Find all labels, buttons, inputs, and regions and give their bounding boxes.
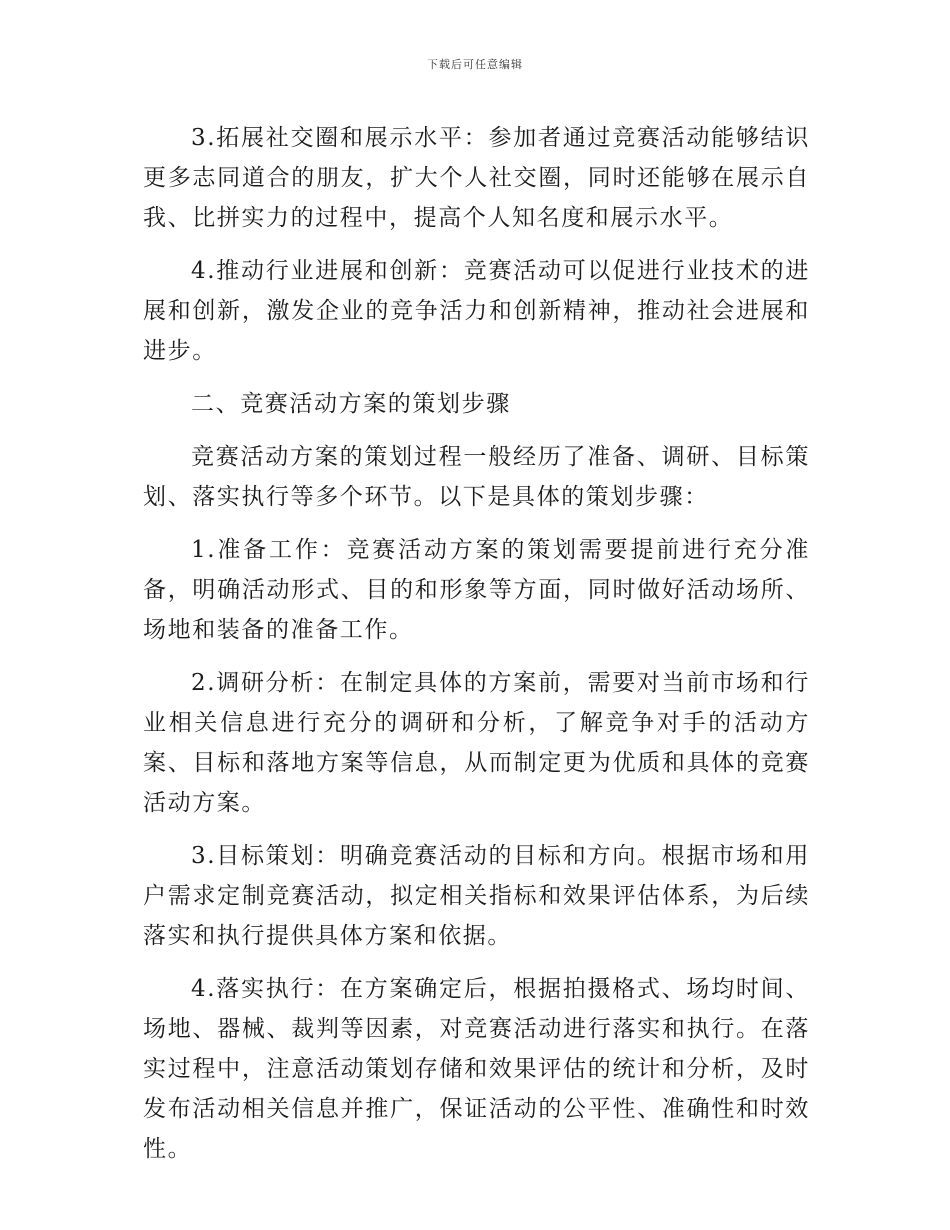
paragraph-step-goal-planning: 3.目标策划：明确竞赛活动的目标和方向。根据市场和用户需求定制竞赛活动，拟定相关指标和效果评估体系，为后续落实和执行提供具体方案和依据。 [143, 843, 810, 949]
paragraph-promote-industry: 4.推动行业进展和创新：竞赛活动可以促进行业技术的进展和创新，激发企业的竞争活力和创新精神，推动社会进展和进步。 [143, 258, 810, 364]
paragraph-planning-intro: 竞赛活动方案的策划过程一般经历了准备、调研、目标策划、落实执行等多个环节。以下是具体的策划步骤： [143, 444, 810, 510]
document-body [143, 118, 810, 1182]
paragraph-step-execution: 4.落实执行：在方案确定后，根据拍摄格式、场均时间、场地、器械、裁判等因素，对竞赛活动进行落实和执行。在落实过程中，注意活动策划存储和效果评估的统计和分析，及时发布活动相关信息并推广，保证活动的公平性、准确性和时效性。 [143, 976, 810, 1162]
page-header: 下载后可任意编辑 [427, 58, 523, 71]
paragraph-expand-social-circle: 3.拓展社交圈和展示水平：参加者通过竞赛活动能够结识更多志同道合的朋友，扩大个人社交圈，同时还能够在展示自我、比拼实力的过程中，提高个人知名度和展示水平。 [143, 125, 810, 231]
section-heading-planning-steps: 二、竞赛活动方案的策划步骤 [191, 391, 511, 417]
paragraph-step-research: 2.调研分析：在制定具体的方案前，需要对当前市场和行业相关信息进行充分的调研和分析，了解竞争对手的活动方案、目标和落地方案等信息，从而制定更为优质和具体的竞赛活动方案。 [143, 670, 810, 816]
paragraph-step-preparation: 1.准备工作：竞赛活动方案的策划需要提前进行充分准备，明确活动形式、目的和形象等方面，同时做好活动场所、场地和装备的准备工作。 [143, 537, 810, 643]
